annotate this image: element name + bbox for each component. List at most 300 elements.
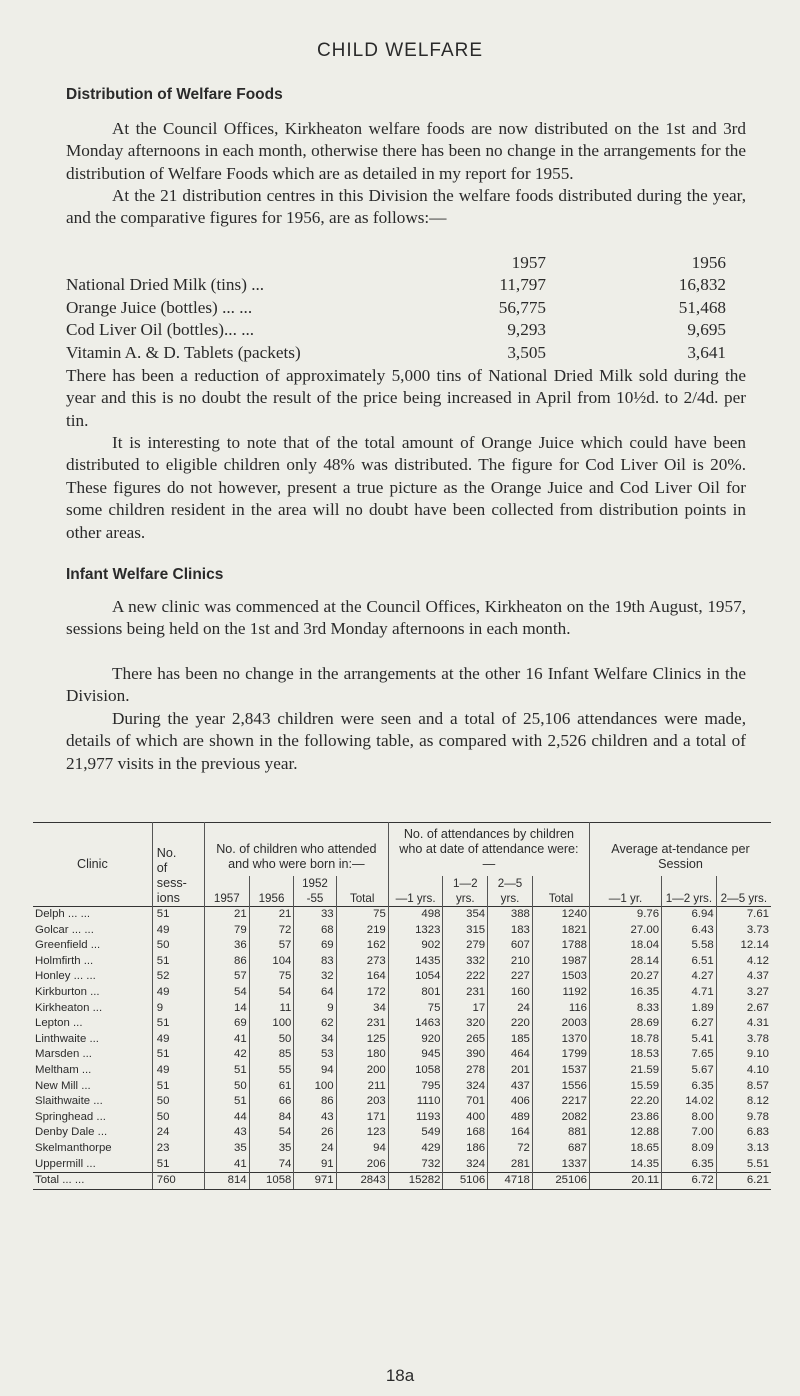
born-count-cell: 206	[336, 1157, 388, 1173]
attendance-count-cell: 279	[443, 938, 488, 954]
sessions-cell: 51	[152, 954, 204, 970]
average-attendance-cell: 8.09	[662, 1141, 717, 1157]
sessions-cell: 50	[152, 1110, 204, 1126]
average-attendance-cell: 1.89	[662, 1001, 717, 1017]
year-1956-label: 1956	[691, 253, 726, 272]
born-count-cell: 55	[249, 1063, 294, 1079]
clinic-name-cell: Meltham ...	[35, 1063, 92, 1076]
attendance-count-cell: 801	[388, 985, 443, 1001]
sessions-cell: 51	[152, 1047, 204, 1063]
born-count-cell: 32	[294, 969, 336, 985]
clinic-name-cell: Honley ... ...	[35, 970, 96, 983]
attendance-count-cell: 1821	[532, 923, 589, 939]
attendance-count-cell: 1556	[532, 1079, 589, 1095]
born-in-group-header: No. of children who attended and who were born in:—	[204, 823, 388, 877]
born-count-cell: 24	[294, 1141, 336, 1157]
clinic-name-cell: Denby Dale ...	[35, 1126, 108, 1139]
sessions-cell: 49	[152, 1063, 204, 1079]
average-attendance-cell: 6.72	[662, 1173, 717, 1190]
welfare-foods-paragraph-3: There has been a reduction of approximately 5,000 tins of National Dried Milk sold during the year and this is no doubt the result of the price being increased in April from 10½d. to 2/4d. per tin.	[66, 366, 746, 430]
attendance-count-cell: 324	[443, 1079, 488, 1095]
attendance-count-cell: 1503	[532, 969, 589, 985]
attend-col-header: Total	[532, 876, 589, 907]
average-attendance-cell: 18.04	[590, 938, 662, 954]
average-attendance-cell: 7.00	[662, 1125, 717, 1141]
attendance-count-cell: 2082	[532, 1110, 589, 1126]
attendance-count-cell: 186	[443, 1141, 488, 1157]
born-count-cell: 74	[249, 1157, 294, 1173]
attendance-count-cell: 1058	[388, 1063, 443, 1079]
sessions-cell: 49	[152, 985, 204, 1001]
average-attendance-cell: 6.21	[716, 1173, 771, 1190]
attendance-count-cell: 464	[488, 1047, 533, 1063]
average-attendance-cell: 4.27	[662, 969, 717, 985]
welfare-foods-paragraph-4: It is interesting to note that of the total amount of Orange Juice which could have been distributed to eligible children only 48% was distributed. The figure for Cod Liver Oil is 20%. These figures do not however, present a true picture as the Orange Juice and Cod Liver Oil for some children resident in the area will no doubt have been collected from distribution points in other areas.	[66, 433, 746, 542]
attendance-count-cell: 185	[488, 1032, 533, 1048]
attendance-count-cell: 498	[388, 907, 443, 923]
average-attendance-cell: 9.10	[746, 1048, 769, 1061]
sessions-cell: 51	[152, 907, 204, 923]
born-count-cell: 104	[249, 954, 294, 970]
attendance-count-cell: 17	[443, 1001, 488, 1017]
attendance-count-cell: 1323	[388, 923, 443, 939]
foods-row	[66, 319, 746, 341]
born-count-cell: 11	[249, 1001, 294, 1017]
born-count-cell: 72	[249, 923, 294, 939]
born-count-cell: 35	[204, 1141, 249, 1157]
average-attendance-cell: 4.31	[746, 1017, 769, 1030]
section-heading-welfare-foods: Distribution of Welfare Foods	[66, 86, 283, 103]
table-row	[33, 1157, 771, 1173]
foods-year-header	[66, 252, 746, 274]
sessions-cell: 760	[152, 1173, 204, 1190]
born-count-cell: 79	[204, 923, 249, 939]
welfare-foods-figures	[66, 252, 746, 364]
attendance-count-cell: 315	[443, 923, 488, 939]
table-row	[33, 1016, 771, 1032]
food-value-1956: 51,468	[678, 297, 726, 317]
born-count-cell: 9	[294, 1001, 336, 1017]
born-count-cell: 94	[336, 1141, 388, 1157]
born-count-cell: 84	[249, 1110, 294, 1126]
average-attendance-cell: 8.57	[746, 1079, 769, 1092]
clinic-name-cell: Kirkheaton ...	[35, 1001, 103, 1014]
attendance-count-cell: 75	[388, 1001, 443, 1017]
year-1957-label: 1957	[511, 253, 546, 272]
born-count-cell: 42	[204, 1047, 249, 1063]
clinic-name-cell: Uppermill ...	[35, 1157, 96, 1170]
attendance-count-cell: 5106	[443, 1173, 488, 1190]
born-count-cell: 33	[294, 907, 336, 923]
food-value-1957: 56,775	[498, 297, 546, 317]
born-count-cell: 68	[294, 923, 336, 939]
table-row	[33, 907, 771, 923]
avg-col-header: —1 yr.	[590, 876, 662, 907]
clinics-paragraph-3: During the year 2,843 children were seen and a total of 25,106 attendances were made, details of which are shown in the following table, as compared with 2,526 children and a total of 21,977 visits in the previous year.	[66, 709, 746, 773]
attendance-count-cell: 15282	[388, 1173, 443, 1190]
attendance-count-cell: 1788	[532, 938, 589, 954]
section-heading-infant-clinics: Infant Welfare Clinics	[66, 566, 224, 583]
clinic-name-cell: Kirkburton ...	[35, 985, 100, 998]
born-col-header: 1952 -55	[294, 876, 336, 907]
food-label: Cod Liver Oil (bottles)... ...	[66, 320, 255, 340]
born-count-cell: 43	[204, 1125, 249, 1141]
average-attendance-cell: 5.58	[662, 938, 717, 954]
born-count-cell: 200	[336, 1063, 388, 1079]
attendance-count-cell: 400	[443, 1110, 488, 1126]
born-count-cell: 273	[336, 954, 388, 970]
table-row	[33, 969, 771, 985]
born-count-cell: 231	[336, 1016, 388, 1032]
attendance-count-cell: 945	[388, 1047, 443, 1063]
born-count-cell: 54	[249, 985, 294, 1001]
average-attendance-cell: 3.27	[746, 985, 769, 998]
born-count-cell: 162	[336, 938, 388, 954]
attendance-count-cell: 265	[443, 1032, 488, 1048]
average-attendance-cell: 4.10	[746, 1063, 769, 1076]
attendance-count-cell: 324	[443, 1157, 488, 1173]
avg-col-header: 1—2 yrs.	[662, 876, 717, 907]
attend-col-header: —1 yrs.	[388, 876, 443, 907]
clinic-table-body	[33, 907, 771, 1190]
table-row	[33, 1125, 771, 1141]
born-count-cell: 64	[294, 985, 336, 1001]
born-count-cell: 75	[249, 969, 294, 985]
born-count-cell: 75	[336, 907, 388, 923]
sessions-cell: 51	[152, 1079, 204, 1095]
born-count-cell: 83	[294, 954, 336, 970]
attendance-count-cell: 920	[388, 1032, 443, 1048]
attendances-group-header: No. of attendances by children who at date of attendance were:—	[388, 823, 589, 877]
attendance-count-cell: 25106	[532, 1173, 589, 1190]
born-count-cell: 100	[249, 1016, 294, 1032]
attendance-count-cell: 732	[388, 1157, 443, 1173]
attendance-count-cell: 1799	[532, 1047, 589, 1063]
average-attendance-cell: 6.43	[662, 923, 717, 939]
table-row	[33, 1047, 771, 1063]
table-row	[33, 938, 771, 954]
foods-row	[66, 342, 746, 364]
attendance-count-cell: 231	[443, 985, 488, 1001]
attendance-count-cell: 1337	[532, 1157, 589, 1173]
attendance-count-cell: 1537	[532, 1063, 589, 1079]
attendance-count-cell: 354	[443, 907, 488, 923]
attendance-count-cell: 549	[388, 1125, 443, 1141]
born-count-cell: 61	[249, 1079, 294, 1095]
born-count-cell: 86	[294, 1094, 336, 1110]
born-count-cell: 69	[294, 938, 336, 954]
table-row	[33, 923, 771, 939]
attendance-count-cell: 183	[488, 923, 533, 939]
born-count-cell: 51	[204, 1094, 249, 1110]
sessions-cell: 50	[152, 1094, 204, 1110]
born-count-cell: 54	[249, 1125, 294, 1141]
attendance-count-cell: 701	[443, 1094, 488, 1110]
clinics-paragraph-2: There has been no change in the arrangements at the other 16 Infant Welfare Clinics in the Division.	[66, 664, 746, 706]
food-value-1957: 9,293	[507, 320, 546, 340]
born-count-cell: 203	[336, 1094, 388, 1110]
attendance-count-cell: 222	[443, 969, 488, 985]
average-attendance-cell: 4.12	[746, 954, 769, 967]
born-count-cell: 43	[294, 1110, 336, 1126]
sessions-cell: 50	[152, 938, 204, 954]
attendance-count-cell: 24	[488, 1001, 533, 1017]
average-attendance-cell: 5.41	[662, 1032, 717, 1048]
average-attendance-cell: 3.78	[746, 1032, 769, 1045]
attendance-count-cell: 390	[443, 1047, 488, 1063]
average-attendance-cell: 15.59	[590, 1079, 662, 1095]
foods-row	[66, 297, 746, 319]
food-label: Orange Juice (bottles) ... ...	[66, 297, 253, 317]
attendance-count-cell: 2003	[532, 1016, 589, 1032]
sessions-cell: 24	[152, 1125, 204, 1141]
average-attendance-cell: 27.00	[590, 923, 662, 939]
average-attendance-cell: 20.11	[590, 1173, 662, 1190]
born-count-cell: 34	[294, 1032, 336, 1048]
attendance-count-cell: 281	[488, 1157, 533, 1173]
attendance-count-cell: 881	[532, 1125, 589, 1141]
average-attendance-cell: 14.02	[662, 1094, 717, 1110]
attendance-count-cell: 278	[443, 1063, 488, 1079]
average-attendance-cell: 9.76	[590, 907, 662, 923]
born-count-cell: 66	[249, 1094, 294, 1110]
attendance-count-cell: 320	[443, 1016, 488, 1032]
born-count-cell: 180	[336, 1047, 388, 1063]
clinic-name-cell: Greenfield ...	[35, 939, 101, 952]
average-attendance-cell: 18.78	[590, 1032, 662, 1048]
attend-col-header: 2—5 yrs.	[488, 876, 533, 907]
attendance-count-cell: 406	[488, 1094, 533, 1110]
average-attendance-cell: 8.12	[746, 1095, 769, 1108]
born-count-cell: 50	[204, 1079, 249, 1095]
attendance-count-cell: 489	[488, 1110, 533, 1126]
table-row	[33, 1079, 771, 1095]
attendance-count-cell: 72	[488, 1141, 533, 1157]
attendance-count-cell: 429	[388, 1141, 443, 1157]
food-value-1957: 11,797	[499, 275, 546, 295]
born-count-cell: 44	[204, 1110, 249, 1126]
attendance-count-cell: 2217	[532, 1094, 589, 1110]
attendance-count-cell: 1435	[388, 954, 443, 970]
sessions-cell: 52	[152, 969, 204, 985]
attendance-count-cell: 1987	[532, 954, 589, 970]
born-count-cell: 94	[294, 1063, 336, 1079]
clinic-name-cell: Total ... ...	[33, 1173, 152, 1190]
clinic-name-cell: Marsden ...	[35, 1048, 92, 1061]
average-attendance-cell: 22.20	[590, 1094, 662, 1110]
attendance-count-cell: 332	[443, 954, 488, 970]
born-count-cell: 125	[336, 1032, 388, 1048]
average-attendance-cell: 4.71	[662, 985, 717, 1001]
born-col-header: Total	[336, 876, 388, 907]
born-count-cell: 69	[204, 1016, 249, 1032]
avg-col-header: 2—5 yrs.	[720, 892, 768, 905]
average-attendance-cell: 7.65	[662, 1047, 717, 1063]
average-attendance-cell: 6.51	[662, 954, 717, 970]
food-label: Vitamin A. & D. Tablets (packets)	[66, 342, 301, 362]
clinics-paragraph-1: A new clinic was commenced at the Council Offices, Kirkheaton on the 19th August, 1957, sessions being held on the 1st and 3rd Monday afternoons in each month.	[66, 597, 746, 639]
clinic-name-cell: Springhead ...	[35, 1110, 106, 1123]
attendance-count-cell: 210	[488, 954, 533, 970]
food-label: National Dried Milk (tins) ...	[66, 275, 265, 295]
sessions-cell: 9	[152, 1001, 204, 1017]
table-total-row	[33, 1173, 771, 1190]
clinic-name-cell: Skelmanthorpe	[35, 1141, 112, 1154]
welfare-foods-paragraph-2: At the 21 distribution centres in this Division the welfare foods distributed during the year, and the comparative figures for 1956, are as follows:—	[66, 186, 746, 228]
average-attendance-cell: 16.35	[590, 985, 662, 1001]
born-count-cell: 36	[204, 938, 249, 954]
clinic-name-cell: Holmfirth ...	[35, 954, 94, 967]
average-attendance-cell: 18.65	[590, 1141, 662, 1157]
born-count-cell: 57	[249, 938, 294, 954]
attendance-count-cell: 607	[488, 938, 533, 954]
sessions-cell: 49	[152, 923, 204, 939]
average-attendance-cell: 12.88	[590, 1125, 662, 1141]
born-count-cell: 21	[204, 907, 249, 923]
born-count-cell: 62	[294, 1016, 336, 1032]
attendance-count-cell: 160	[488, 985, 533, 1001]
born-count-cell: 14	[204, 1001, 249, 1017]
average-attendance-cell: 28.69	[590, 1016, 662, 1032]
clinic-attendance-table	[33, 822, 771, 1190]
clinic-name-cell: Slaithwaite ...	[35, 1095, 103, 1108]
born-count-cell: 814	[204, 1173, 249, 1190]
food-value-1956: 3,641	[687, 342, 726, 362]
page-title: CHILD WELFARE	[316, 40, 484, 61]
average-attendance-cell: 9.78	[746, 1110, 769, 1123]
sessions-column-header-cont: sess- ions	[152, 876, 204, 907]
clinic-column-header: Clinic	[76, 857, 108, 871]
attendance-count-cell: 227	[488, 969, 533, 985]
attendance-count-cell: 1463	[388, 1016, 443, 1032]
average-attendance-cell: 3.73	[746, 923, 769, 936]
sessions-column-header: No. of	[152, 823, 204, 877]
average-attendance-cell: 14.35	[590, 1157, 662, 1173]
food-value-1956: 16,832	[678, 275, 726, 295]
born-count-cell: 50	[249, 1032, 294, 1048]
average-attendance-cell: 6.35	[662, 1079, 717, 1095]
born-col-header: 1956	[249, 876, 294, 907]
average-attendance-cell: 6.94	[662, 907, 717, 923]
food-value-1957: 3,505	[507, 342, 546, 362]
attendance-count-cell: 201	[488, 1063, 533, 1079]
average-attendance-cell: 2.67	[746, 1001, 769, 1014]
table-row	[33, 1063, 771, 1079]
born-count-cell: 219	[336, 923, 388, 939]
born-count-cell: 1058	[249, 1173, 294, 1190]
attendance-count-cell: 168	[443, 1125, 488, 1141]
average-attendance-group-header: Average at-tendance per Session	[611, 842, 750, 871]
table-row	[33, 985, 771, 1001]
average-attendance-cell: 7.61	[746, 908, 769, 920]
attendance-count-cell: 116	[532, 1001, 589, 1017]
table-row	[33, 1001, 771, 1017]
attendance-count-cell: 1110	[388, 1094, 443, 1110]
attendance-count-cell: 1192	[532, 985, 589, 1001]
born-count-cell: 971	[294, 1173, 336, 1190]
born-count-cell: 41	[204, 1032, 249, 1048]
attendance-count-cell: 1193	[388, 1110, 443, 1126]
average-attendance-cell: 8.33	[590, 1001, 662, 1017]
born-count-cell: 123	[336, 1125, 388, 1141]
born-count-cell: 35	[249, 1141, 294, 1157]
born-count-cell: 21	[249, 907, 294, 923]
table-row	[33, 1110, 771, 1126]
attendance-count-cell: 388	[488, 907, 533, 923]
average-attendance-cell: 5.51	[746, 1157, 769, 1170]
born-count-cell: 164	[336, 969, 388, 985]
clinic-name-cell: Golcar ... ...	[35, 923, 94, 936]
average-attendance-cell: 3.13	[746, 1141, 769, 1154]
born-count-cell: 2843	[336, 1173, 388, 1190]
average-attendance-cell: 23.86	[590, 1110, 662, 1126]
attendance-count-cell: 164	[488, 1125, 533, 1141]
welfare-foods-paragraph-1: At the Council Offices, Kirkheaton welfare foods are now distributed on the 1st and 3rd Monday afternoons in each month, otherwise there has been no change in the arrangements for the distribution of Welfare Foods which are as detailed in my report for 1955.	[66, 119, 746, 183]
born-count-cell: 171	[336, 1110, 388, 1126]
clinic-name-cell: Lepton ...	[35, 1017, 83, 1030]
table-row	[33, 1094, 771, 1110]
born-count-cell: 57	[204, 969, 249, 985]
born-count-cell: 34	[336, 1001, 388, 1017]
average-attendance-cell: 6.27	[662, 1016, 717, 1032]
average-attendance-cell: 8.00	[662, 1110, 717, 1126]
table-row	[33, 1141, 771, 1157]
sessions-cell: 51	[152, 1016, 204, 1032]
average-attendance-cell: 18.53	[590, 1047, 662, 1063]
attendance-count-cell: 4718	[488, 1173, 533, 1190]
average-attendance-cell: 5.67	[662, 1063, 717, 1079]
attendance-count-cell: 902	[388, 938, 443, 954]
average-attendance-cell: 6.35	[662, 1157, 717, 1173]
attendance-count-cell: 795	[388, 1079, 443, 1095]
average-attendance-cell: 4.37	[746, 970, 769, 983]
average-attendance-cell: 6.83	[746, 1126, 769, 1139]
average-attendance-cell: 20.27	[590, 969, 662, 985]
born-count-cell: 41	[204, 1157, 249, 1173]
born-count-cell: 211	[336, 1079, 388, 1095]
born-count-cell: 51	[204, 1063, 249, 1079]
born-count-cell: 54	[204, 985, 249, 1001]
table-row	[33, 954, 771, 970]
born-count-cell: 100	[294, 1079, 336, 1095]
attendance-count-cell: 1240	[532, 907, 589, 923]
attendance-count-cell: 1370	[532, 1032, 589, 1048]
sessions-cell: 51	[152, 1157, 204, 1173]
sessions-cell: 23	[152, 1141, 204, 1157]
foods-row	[66, 274, 746, 296]
page-number: 18a	[385, 1366, 415, 1385]
born-count-cell: 86	[204, 954, 249, 970]
attend-col-header: 1—2 yrs.	[443, 876, 488, 907]
clinic-name-cell: New Mill ...	[35, 1079, 91, 1092]
attendance-count-cell: 437	[488, 1079, 533, 1095]
born-count-cell: 53	[294, 1047, 336, 1063]
attendance-count-cell: 687	[532, 1141, 589, 1157]
attendance-count-cell: 1054	[388, 969, 443, 985]
clinic-name-cell: Linthwaite ...	[35, 1032, 99, 1045]
average-attendance-cell: 21.59	[590, 1063, 662, 1079]
born-count-cell: 172	[336, 985, 388, 1001]
attendance-count-cell: 220	[488, 1016, 533, 1032]
average-attendance-cell: 12.14	[740, 939, 769, 952]
born-count-cell: 85	[249, 1047, 294, 1063]
clinic-name-cell: Delph ... ...	[35, 908, 91, 920]
food-value-1956: 9,695	[687, 320, 726, 340]
average-attendance-cell: 28.14	[590, 954, 662, 970]
born-count-cell: 91	[294, 1157, 336, 1173]
sessions-cell: 49	[152, 1032, 204, 1048]
born-col-header: 1957	[204, 876, 249, 907]
